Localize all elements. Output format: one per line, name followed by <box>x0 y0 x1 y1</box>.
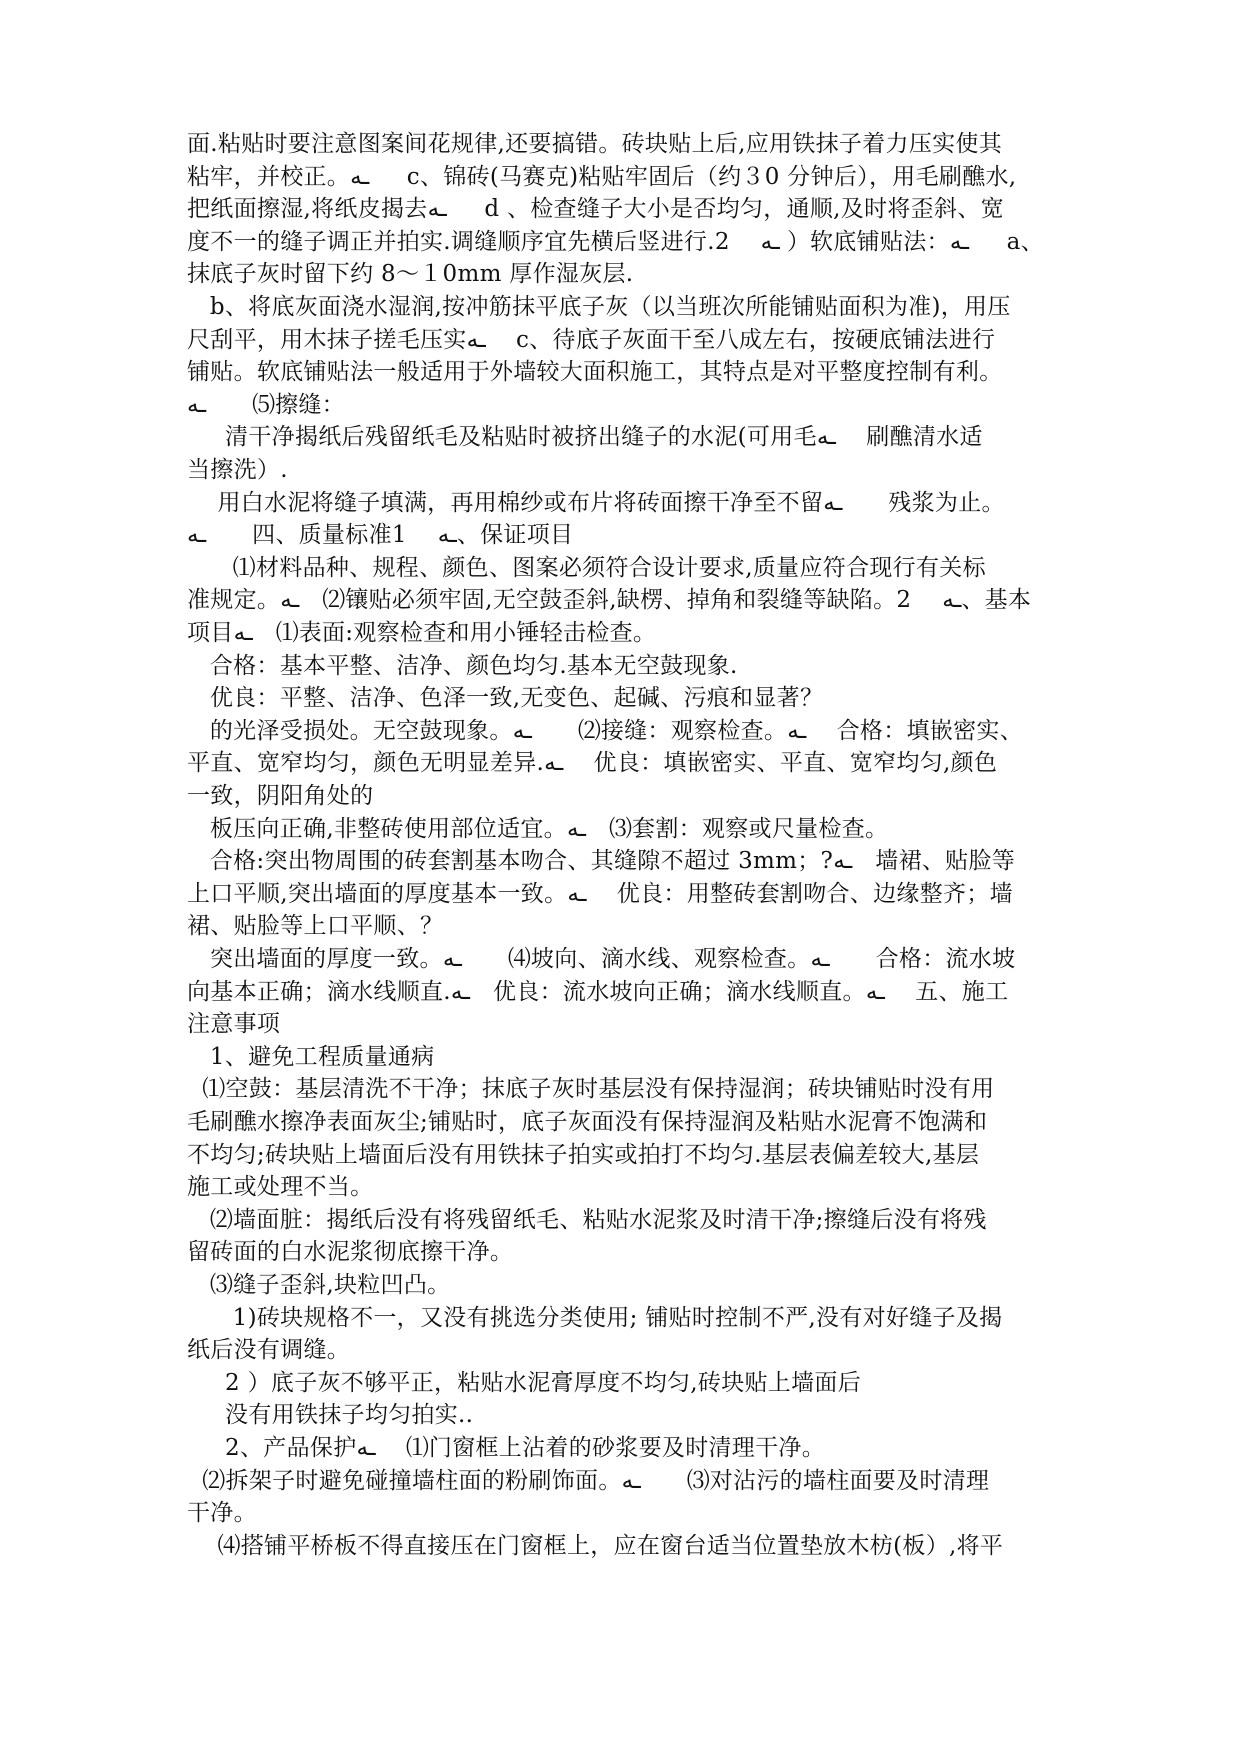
text-line: 一致，阴阳角处的 <box>187 783 374 809</box>
text-line: 度不一的缝子调正并拍实.调缝顺序宜先横后竖进行.2 ـه ）软底铺贴法：ـه a、 <box>187 228 1044 255</box>
text-line: 粘牢，并校正。ـه c、锦砖(马赛克)粘贴牢固后（约３0 分钟后），用毛刷醮水, <box>187 163 1017 190</box>
text-line: ـه ⑸擦缝： <box>187 391 345 418</box>
text-line: 注意事项 <box>187 1011 281 1038</box>
text-line: 用白水泥将缝子填满，再用棉纱或布片将砖面擦干净至不留ـه 残浆为止。 <box>187 489 1005 516</box>
text-line: 清干净揭纸后残留纸毛及粘贴时被挤出缝子的水泥(可用毛ـه 刷醮清水适 <box>187 424 983 451</box>
text-line: 留砖面的白水泥浆彻底擦干净。 <box>187 1239 514 1266</box>
text-line: 突出墙面的厚度一致。ـه ⑷坡向、滴水线、观察检查。ـه 合格：流水坡 <box>187 946 1016 972</box>
text-line: 板压向正确,非整砖使用部位适宜。ـه ⑶套割：观察或尺量检查。 <box>187 815 889 842</box>
text-line: 合格：基本平整、洁净、颜色均匀.基本无空鼓现象. <box>187 652 738 679</box>
text-line: 把纸面擦湿,将纸皮揭去ـه d 、检查缝子大小是否均匀，通顺,及时将歪斜、宽 <box>187 196 1004 223</box>
text-line: 尺刮平，用木抹子搓毛压实ـه c、待底子灰面干至八成左右，按硬底铺法进行 <box>187 326 996 353</box>
text-line: 的光泽受损处。无空鼓现象。ـه ⑵接缝：观察检查。ـه 合格：填嵌密实、 <box>187 717 1024 744</box>
text-line: 面.粘贴时要注意图案间花规律,还要搞错。砖块贴上后,应用铁抹子着力压实使其 <box>187 131 1003 157</box>
text-line: 2 ）底子灰不够平正，粘贴水泥膏厚度不均匀,砖块贴上墙面后 <box>187 1369 862 1396</box>
text-line: 合格:突出物周围的砖套割基本吻合、其缝隙不超过 3mm；?ـه 墙裙、贴脸等 <box>187 848 1016 875</box>
text-line: 准规定。ـه ⑵镶贴必须牢固,无空鼓歪斜,缺楞、掉角和裂缝等缺陷。2 ـه、基本 <box>187 587 1032 614</box>
text-line: 1、避免工程质量通病 <box>187 1043 435 1070</box>
text-line: 2、产品保护ـه ⑴门窗框上沾着的砂浆要及时清理干净。 <box>187 1435 825 1461</box>
text-line: 优良：平整、洁净、色泽一致,无变色、起碱、污痕和显著？ <box>187 685 824 712</box>
text-line: ـه 四、质量标准1 ـه、保证项目 <box>187 522 574 549</box>
text-line: 1)砖块规格不一，又没有挑选分类使用; 铺贴时控制不严,没有对好缝子及揭 <box>187 1304 1003 1331</box>
text-line: ⑴空鼓：基层清洗不干净；抹底子灰时基层没有保持湿润；砖块铺贴时没有用 <box>187 1076 995 1103</box>
text-line: ⑵墙面脏：揭纸后没有将残留纸毛、粘贴水泥浆及时清干净;擦缝后没有将残 <box>187 1206 987 1233</box>
text-line: 毛刷醮水擦净表面灰尘;铺贴时，底子灰面没有保持湿润及粘贴水泥膏不饱满和 <box>187 1109 988 1135</box>
text-line: ⑶缝子歪斜,块粒凹凸。 <box>187 1272 451 1298</box>
text-line: 纸后没有调缝。 <box>187 1337 351 1364</box>
text-line: 上口平顺,突出墙面的厚度基本一致。ـه 优良：用整砖套割吻合、边缘整齐；墙 <box>187 880 1013 907</box>
text-line: 向基本正确；滴水线顺直.ـه 优良：流水坡向正确；滴水线顺直。ـه 五、施工 <box>187 978 1009 1005</box>
text-line: 抹底子灰时留下约 8～１0mm 厚作湿灰层. <box>187 261 634 288</box>
text-line: 没有用铁抹子均匀拍实.. <box>187 1402 474 1429</box>
text-line: 裙、贴脸等上口平顺、？ <box>187 913 444 940</box>
text-line: 不均匀;砖块贴上墙面后没有用铁抹子拍实或拍打不均匀.基层表偏差较大,基层 <box>187 1141 980 1168</box>
text-line: 当擦洗）. <box>187 457 288 483</box>
text-line: b、将底灰面浇水湿润,按冲筋抹平底子灰（以当班次所能铺贴面积为准)，用压 <box>187 294 1011 320</box>
text-line: ⑷搭铺平桥板不得直接压在门窗框上，应在窗台适当位置垫放木枋(板）,将平 <box>187 1532 1004 1559</box>
text-line: ⑵拆架子时避免碰撞墙柱面的粉刷饰面。ـه ⑶对沾污的墙柱面要及时清理 <box>187 1467 990 1494</box>
text-line: 干净。 <box>187 1500 257 1527</box>
text-line: ⑴材料品种、规程、颜色、图案必须符合设计要求,质量应符合现行有关标 <box>187 554 986 581</box>
text-line: 施工或处理不当。 <box>187 1174 374 1201</box>
text-line: 铺贴。软底铺贴法一般适用于外墙较大面积施工，其特点是对平整度控制有利。 <box>187 359 1003 386</box>
text-line: 平直、宽窄均匀，颜色无明显差异.ـه 优良：填嵌密实、平直、宽窄均匀,颜色 <box>187 750 998 777</box>
text-line: 项目ـه ⑴表面:观察检查和用小锤轻击检查。 <box>187 620 657 646</box>
